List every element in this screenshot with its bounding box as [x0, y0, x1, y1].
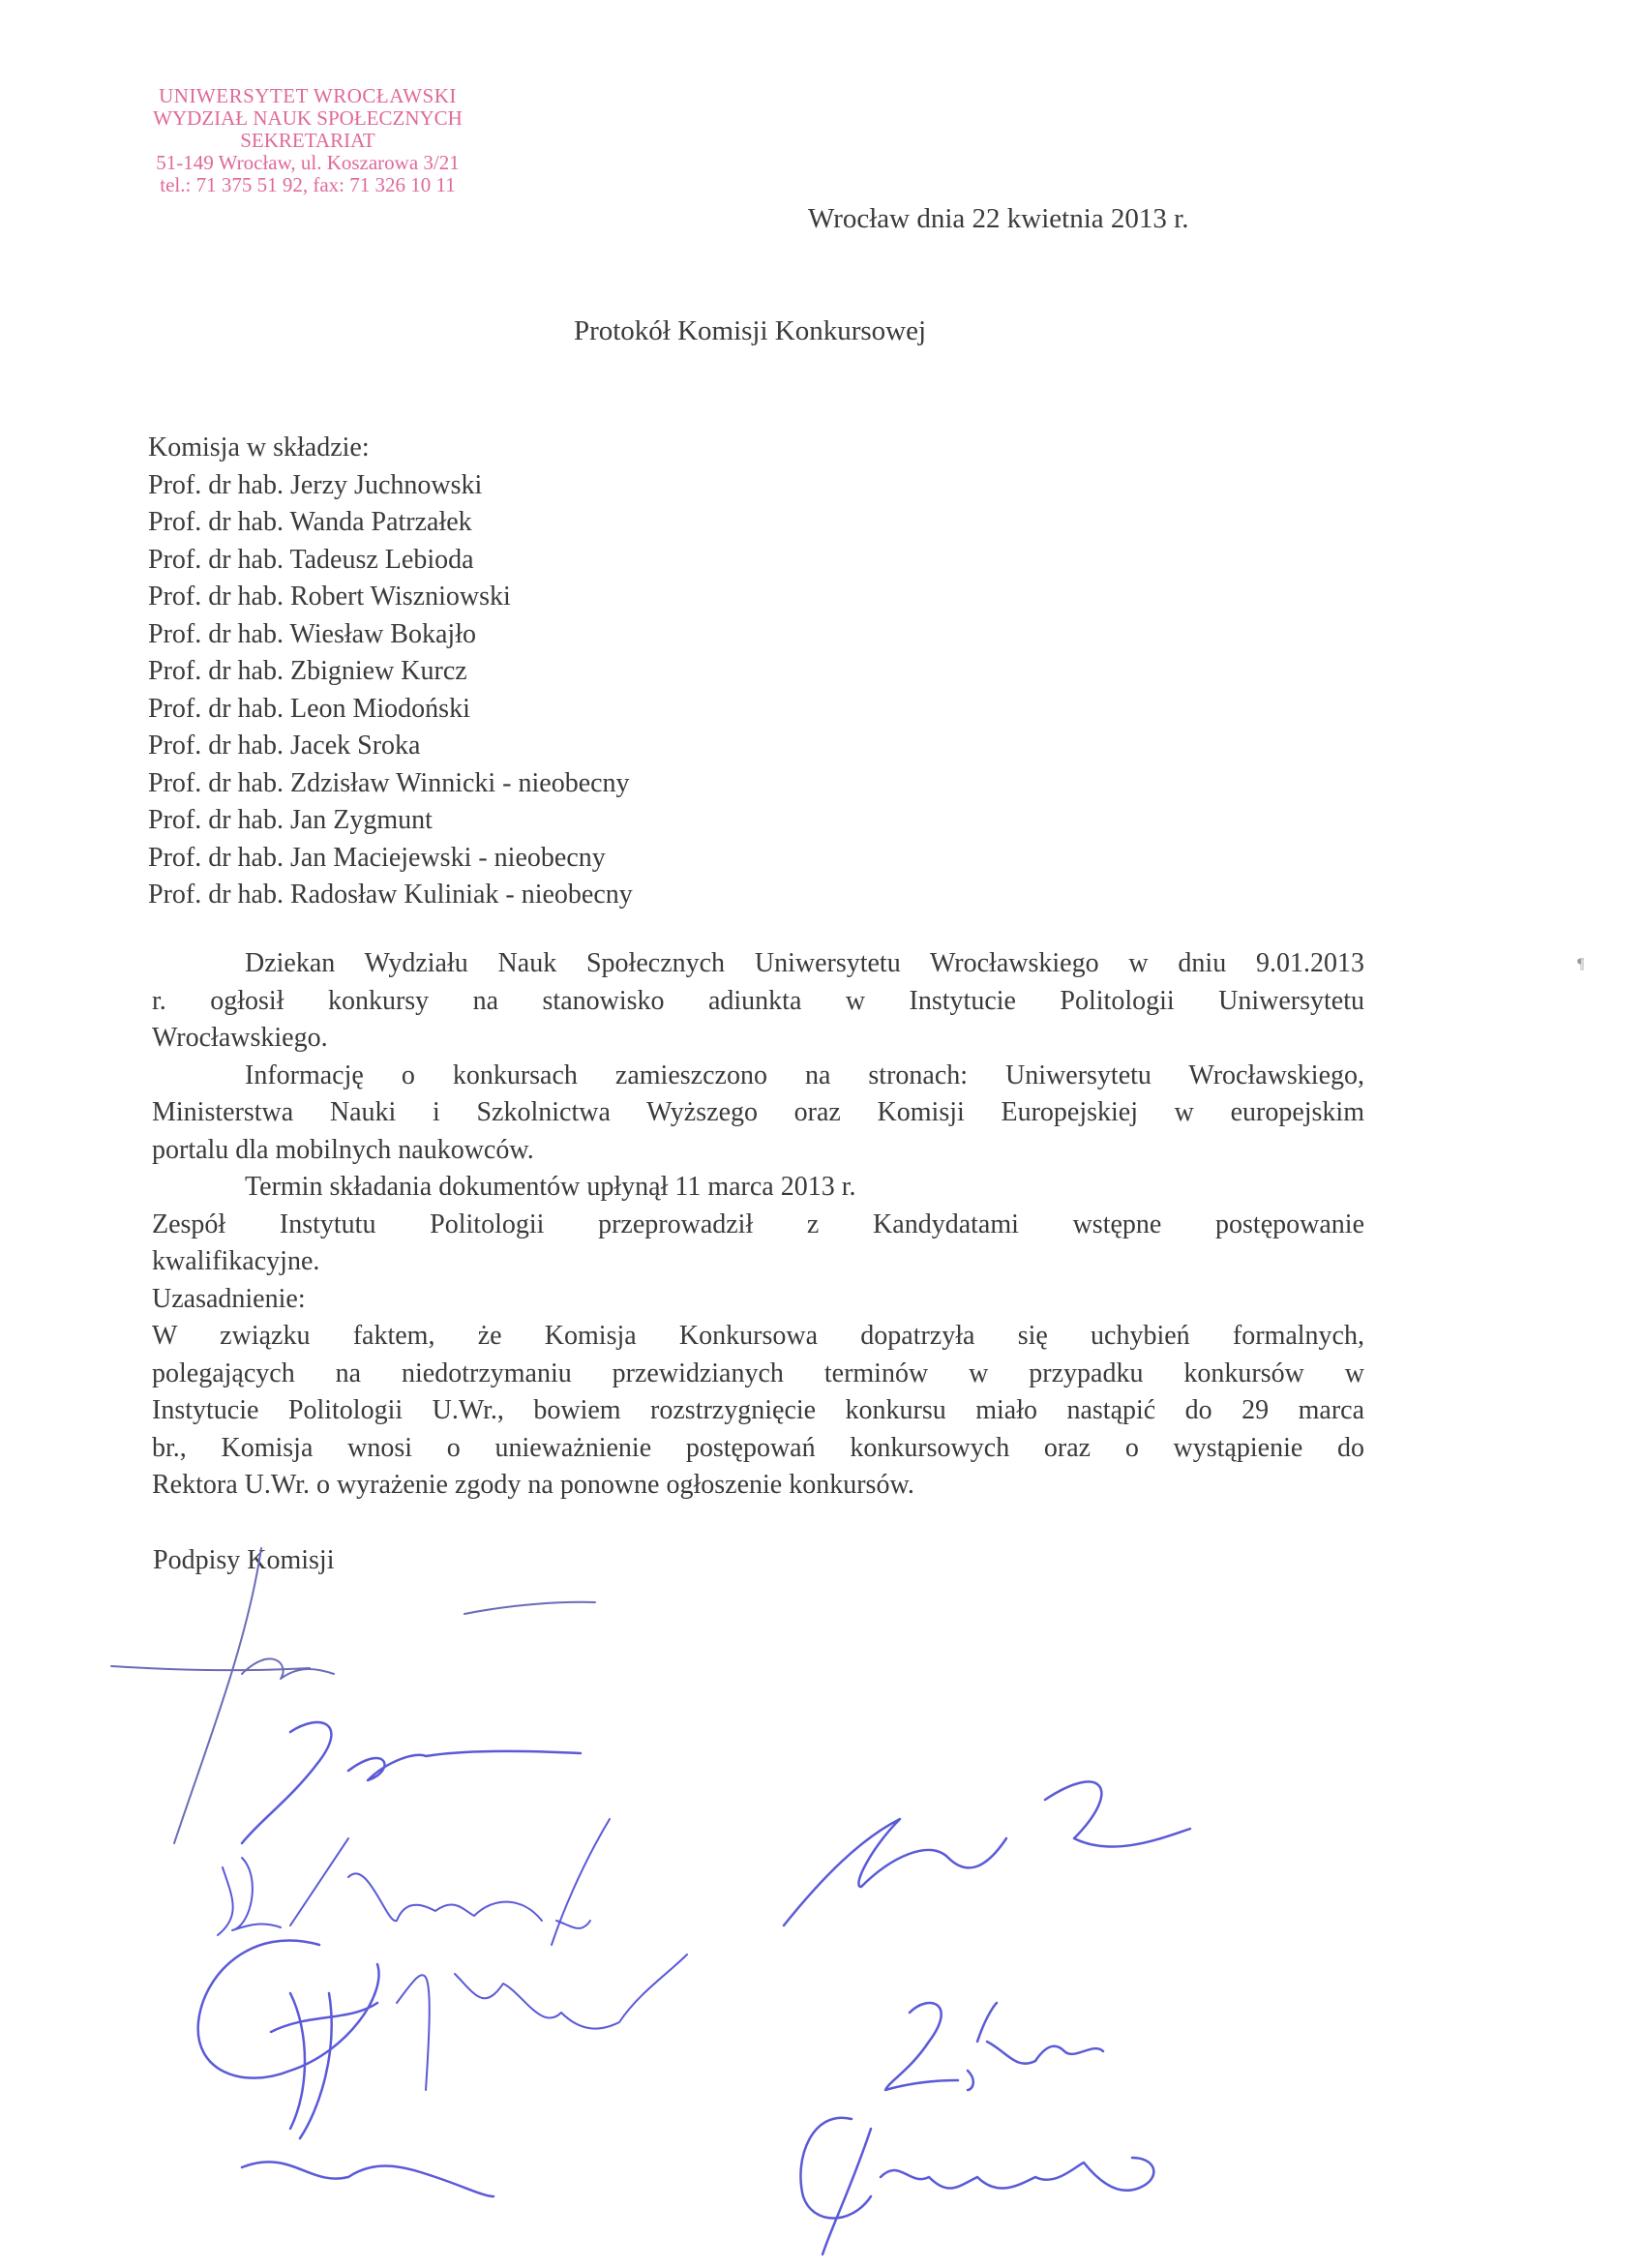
signature-2	[242, 1722, 581, 1843]
stamp-line: tel.: 71 375 51 92, fax: 71 326 10 11	[160, 173, 456, 196]
committee-heading: Komisja w składzie:	[148, 433, 370, 463]
committee-member: Prof. dr hab. Leon Miodoński	[148, 693, 470, 724]
scan-mark: ¶	[1577, 956, 1585, 972]
body-line: Ministerstwa Nauki i Szkolnictwa Wyższego oraz Komisji Europejskiej w europejskim	[152, 1097, 1364, 1127]
signature-4	[198, 1940, 494, 2196]
signature-1	[111, 1548, 595, 1843]
committee-member: Prof. dr hab. Jacek Sroka	[148, 731, 421, 761]
committee-member: Prof. dr hab. Jan Zygmunt	[148, 805, 433, 835]
body-line: polegających na niedotrzymaniu przewidzianych terminów w przypadku konkursów w	[152, 1358, 1364, 1388]
committee-member: Prof. dr hab. Tadeusz Lebioda	[148, 544, 474, 575]
document-title: Protokół Komisji Konkursowej	[573, 315, 927, 346]
signature-7	[885, 2003, 1103, 2090]
body-line: portalu dla mobilnych naukowców.	[152, 1134, 534, 1165]
body-line: kwalifikacyjne.	[152, 1246, 320, 1276]
committee-member: Prof. dr hab. Wanda Patrzałek	[148, 507, 472, 537]
committee-member: Prof. dr hab. Jan Maciejewski - nieobecny	[148, 842, 606, 873]
body-line: Instytucie Politologii U.Wr., bowiem rozstrzygnięcie konkursu miało nastąpić do 29 marca	[152, 1395, 1364, 1425]
signatures-label: Podpisy Komisji	[153, 1545, 335, 1575]
stamp-line: SEKRETARIAT	[240, 129, 375, 152]
signature-5	[397, 1955, 687, 2090]
committee-member: Prof. dr hab. Zbigniew Kurcz	[148, 656, 467, 686]
body-line: r. ogłosił konkursy na stanowisko adiunkta w Instytucie Politologii Uniwersytetu	[152, 985, 1364, 1016]
committee-member: Prof. dr hab. Robert Wiszniowski	[148, 582, 511, 612]
body-line: Zespół Instytutu Politologii przeprowadził z Kandydatami wstępne postępowanie	[152, 1209, 1364, 1239]
committee-member: Prof. dr hab. Wiesław Bokajło	[148, 618, 476, 649]
body-line: Dziekan Wydziału Nauk Społecznych Uniwersytetu Wrocławskiego w dniu 9.01.2013	[245, 948, 1364, 978]
body-line: Termin składania dokumentów upłynął 11 marca 2013 r.	[245, 1172, 856, 1202]
stamp-line: WYDZIAŁ NAUK SPOŁECZNYCH	[153, 106, 463, 130]
body-line: Informację o konkursach zamieszczono na stronach: Uniwersytetu Wrocławskiego,	[245, 1059, 1364, 1090]
body-line: W związku faktem, że Komisja Konkursowa dopatrzyła się uchybień formalnych,	[152, 1321, 1364, 1351]
signature-3	[218, 1819, 610, 1945]
body-line: Rektora U.Wr. o wyrażenie zgody na ponowne ogłoszenie konkursów.	[152, 1470, 914, 1500]
stamp-line: UNIWERSYTET WROCŁAWSKI	[159, 84, 457, 107]
stamp-line: 51-149 Wrocław, ul. Koszarowa 3/21	[156, 151, 460, 174]
body-line: br., Komisja wnosi o unieważnienie postępowań konkursowych oraz o wystąpienie do	[152, 1432, 1364, 1463]
body-line: Wrocławskiego.	[152, 1023, 328, 1053]
committee-member: Prof. dr hab. Radosław Kuliniak - nieobecny	[148, 880, 633, 910]
body-line: Uzasadnienie:	[152, 1283, 306, 1314]
committee-member: Prof. dr hab. Jerzy Juchnowski	[148, 469, 483, 500]
document-date: Wrocław dnia 22 kwietnia 2013 r.	[808, 203, 1189, 234]
committee-member: Prof. dr hab. Zdzisław Winnicki - nieobecny	[148, 767, 630, 798]
signature-6	[784, 1781, 1190, 1925]
signature-8	[800, 2118, 1153, 2254]
